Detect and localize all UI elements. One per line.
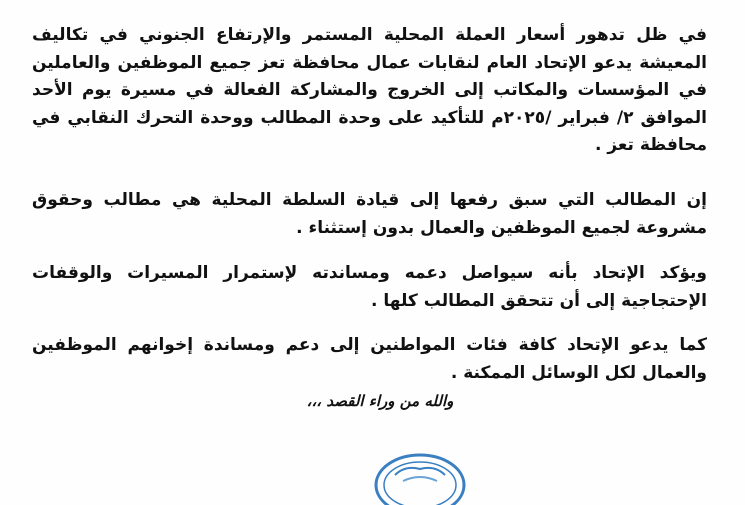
- paragraph-citizens-call: كما يدعو الإتحاد كافة فئات المواطنين إلى دعم ومساندة إخوانهم الموظفين والعمال لكل الوسائل الممكنة .: [32, 335, 707, 383]
- closing-phrase: والله من وراء القصد ،،،: [306, 392, 454, 410]
- paragraph-call-to-march: في ظل تدهور أسعار العملة المحلية المستمر والإرتفاع الجنوني في تكاليف المعيشة يدعو الإتحاد العام لنقابات عمال محافظة تعز جميع الموظفين والعاملين في المؤسسات والمكاتب إلى الخروج والمشاركة الفعالة في مسيرة يوم الأحد الموافق ٢/ فبراير /٢٠٢٥م للتأكيد على وحدة المطالب ووحدة التحرك النقابي في محافظة تعز .: [32, 25, 708, 155]
- paragraph-support: ويؤكد الإتحاد بأنه سيواصل دعمه ومساندته لإستمرار المسيرات والوقفات الإحتجاجية إلى أن تتحقق المطالب كلها .: [32, 263, 707, 311]
- union-seal-icon: [365, 445, 475, 505]
- paragraph-demands: إن المطالب التي سبق رفعها إلى قيادة السلطة المحلية هي مطالب وحقوق مشروعة لجميع الموظفين والعمال بدون إستثناء .: [32, 190, 707, 238]
